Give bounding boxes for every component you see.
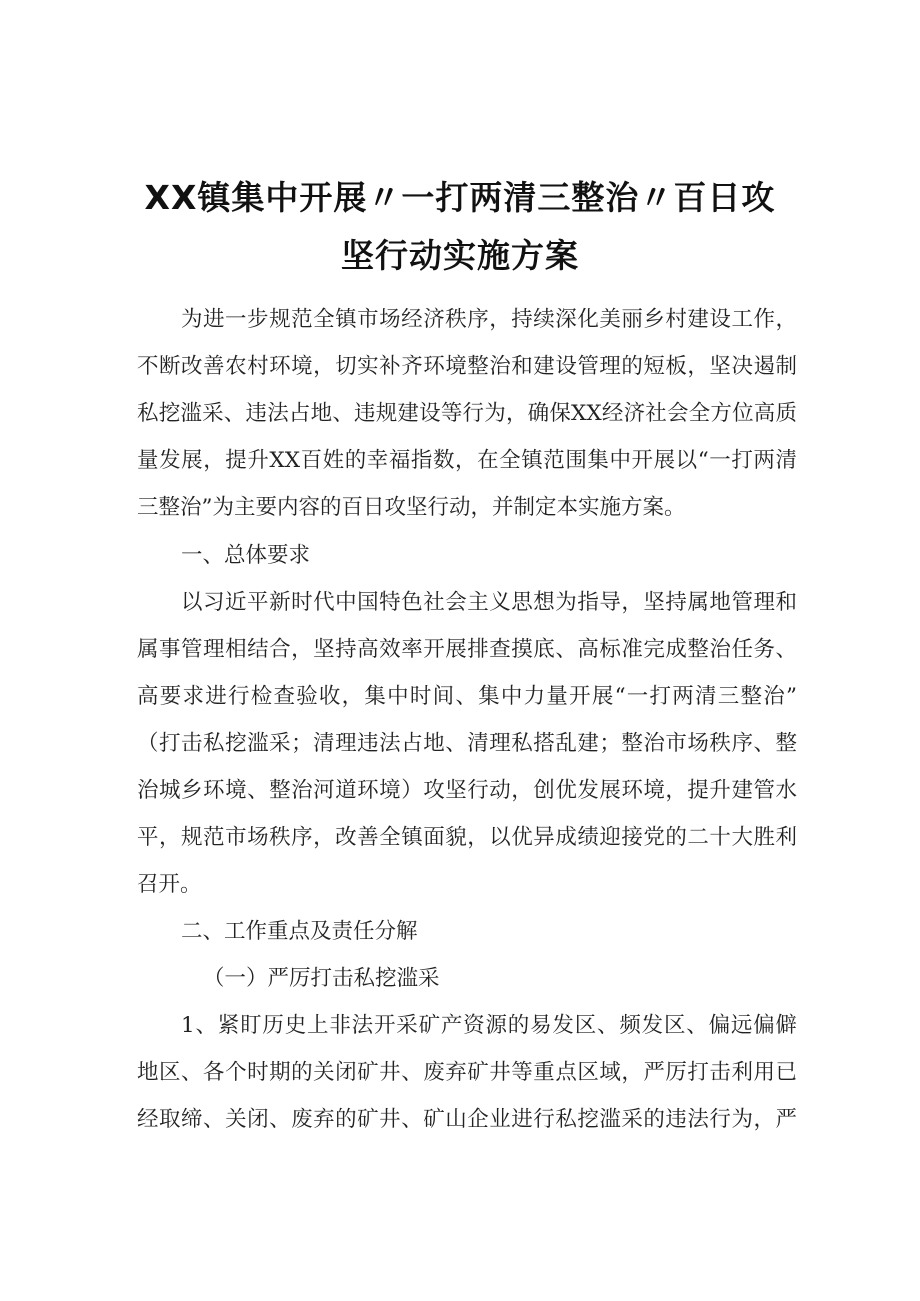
item-1-line: 1、紧盯历史上非法开采矿产资源的易发区、频发区、偏远偏僻: [181, 1013, 797, 1038]
section-1-line: 以习近平新时代中国特色社会主义思想为指导，坚持属地管理和: [181, 590, 797, 615]
intro-line: 为进一步规范全镇市场经济秩序，持续深化美丽乡村建设工作，: [181, 307, 797, 332]
subsection-1-heading: （一）严厉打击私挖滥采: [203, 966, 440, 991]
item-1-line: 经取缔、关闭、废弃的矿井、矿山企业进行私挖滥采的违法行为，严: [137, 1107, 797, 1132]
document-title-line-2: 坚行动实施方案: [341, 236, 579, 275]
intro-line: 私挖滥采、违法占地、违规建设等行为，确保XX经济社会全方位高质: [137, 401, 797, 426]
section-1-line: （打击私挖滥采；清理违法占地、清理私搭乱建；整治市场秩序、整: [137, 731, 797, 756]
section-1-line: 属事管理相结合，坚持高效率开展排查摸底、高标准完成整治任务、: [137, 637, 797, 662]
section-1-line: 召开。: [137, 872, 202, 897]
item-1-line: 地区、各个时期的关闭矿井、废弃矿井等重点区域，严厉打击利用已: [137, 1060, 797, 1085]
section-1-line: 高要求进行检查验收，集中时间、集中力量开展“一打两清三整治”: [137, 684, 797, 709]
section-1-heading: 一、总体要求: [181, 543, 311, 568]
section-1-line: 平，规范市场秩序，改善全镇面貌，以优异成绩迎接党的二十大胜利: [137, 825, 797, 850]
intro-line: 不断改善农村环境，切实补齐环境整治和建设管理的短板，坚决遏制: [137, 354, 797, 379]
section-2-heading: 二、工作重点及责任分解: [181, 919, 418, 944]
intro-line: 量发展，提升XX百姓的幸福指数，在全镇范围集中开展以“一打两清: [137, 448, 797, 473]
document-title-line-1: XX镇集中开展〃一打两清三整治〃百日攻: [144, 178, 776, 217]
section-1-line: 治城乡环境、整治河道环境）攻坚行动，创优发展环境，提升建管水: [137, 778, 797, 803]
intro-line: 三整治”为主要内容的百日攻坚行动，并制定本实施方案。: [137, 495, 686, 520]
